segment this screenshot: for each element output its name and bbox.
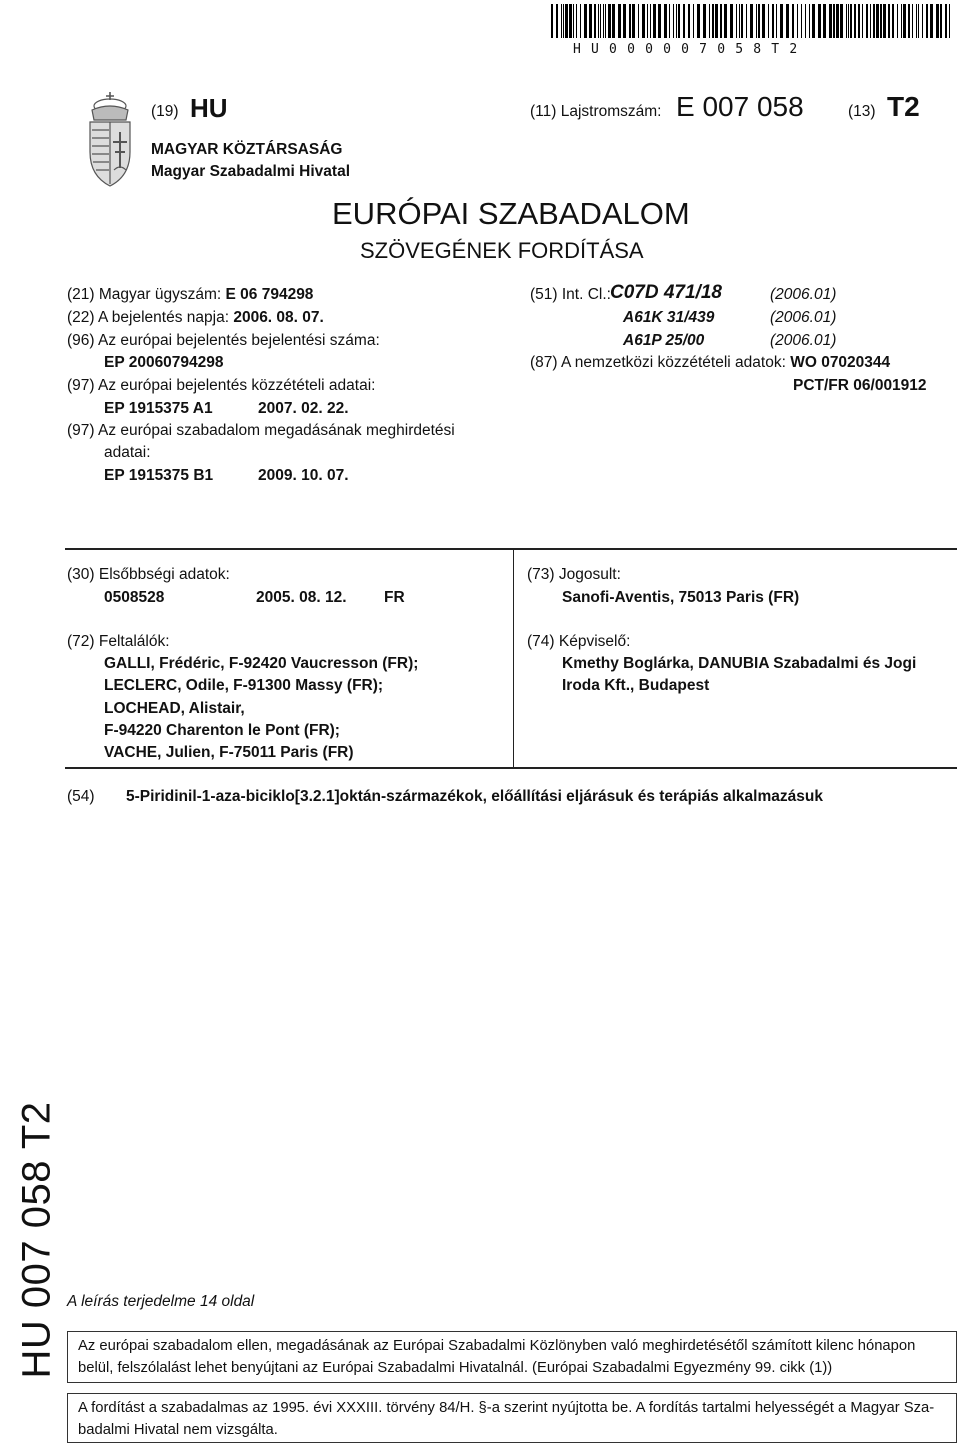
barcode-bar [918, 4, 919, 38]
office-name: Magyar Szabadalmi Hivatal [151, 163, 350, 180]
barcode-bar [756, 4, 757, 38]
field-97b-doc: EP 1915375 B1 [104, 467, 214, 484]
barcode-bar [848, 4, 849, 38]
barcode-bar [780, 4, 783, 38]
ipc-3-version: (2006.01) [770, 332, 837, 349]
barcode-bar [823, 4, 826, 38]
barcode-bar [858, 4, 860, 38]
field-97a-date: 2007. 02. 22. [258, 400, 349, 417]
ipc-3: A61P 25/00 [623, 332, 705, 349]
barcode-bar [940, 4, 942, 38]
barcode-bar [916, 4, 917, 38]
barcode-bar [873, 4, 875, 38]
barcode-bar [712, 4, 714, 38]
barcode-bar [561, 4, 562, 38]
barcode-bar [739, 4, 740, 38]
barcode-bar [600, 4, 601, 38]
inventors-label: (72) Feltalálók: [67, 633, 170, 650]
representative-label: (74) Képviselő: [527, 633, 631, 650]
inventor-line: LECLERC, Odile, F-91300 Massy (FR); [104, 677, 384, 694]
representative-line1: Kmethy Boglárka, DANUBIA Szabadalmi és Jogi [562, 655, 917, 672]
proprietor-label: (73) Jogosult: [527, 566, 621, 583]
barcode-bar [556, 4, 558, 38]
coat-of-arms-icon [80, 90, 140, 190]
barcode-bar [669, 4, 670, 38]
barcode-bar [638, 4, 639, 38]
barcode-bar [650, 4, 651, 38]
field-97a-label: (97) Az európai bejelentés közzétételi adatai: [67, 377, 376, 394]
barcode-bar [772, 4, 774, 38]
barcode-bar [870, 4, 871, 38]
barcode-bar [812, 4, 815, 38]
barcode-text: HU000007058T2 [573, 42, 808, 57]
barcode-bar [897, 4, 898, 38]
opposition-notice-line1: Az európai szabadalom ellen, megadásának az Európai Szabadalmi Közlönyben való meghirdetésétől számított kilenc hónapon [78, 1338, 916, 1354]
barcode-bar [892, 4, 894, 38]
barcode-bar [594, 4, 596, 38]
barcode-bar [623, 4, 626, 38]
barcode-bar [551, 4, 553, 38]
org-name: MAGYAR KÖZTÁRSASÁG [151, 141, 343, 158]
column-divider [513, 548, 514, 769]
barcode-bar [762, 4, 765, 38]
field-97a-doc: EP 1915375 A1 [104, 400, 213, 417]
barcode-bar [750, 4, 753, 38]
field-96-value: EP 20060794298 [104, 354, 224, 371]
barcode-bar [697, 4, 700, 38]
opposition-notice-line2: belül, felszólalást lehet benyújtani az Európai Szabadalmi Hivatalnál. (Európai Szabadalmi Egyezmény 99. cikk (1)) [78, 1360, 833, 1376]
barcode-bar [598, 4, 599, 38]
barcode-bar [797, 4, 798, 38]
barcode-bar [584, 4, 587, 38]
page-count: A leírás terjedelme 14 oldal [67, 1293, 255, 1310]
barcode-bar [768, 4, 769, 38]
barcode-bar [741, 4, 743, 38]
section-divider-bottom [65, 767, 957, 769]
ipc-main: C07D 471/18 [610, 282, 722, 303]
barcode-bar [908, 4, 910, 38]
side-publication-number: HU 007 058 T2 [14, 1101, 59, 1379]
field-97b-label-cont: adatai: [104, 444, 151, 461]
inventor-line: LOCHEAD, Alistair, [104, 700, 245, 717]
barcode-bar [658, 4, 661, 38]
barcode-bar [715, 4, 718, 38]
barcode-bar [792, 4, 794, 38]
barcode-bar [629, 4, 631, 38]
barcode-bar [888, 4, 890, 38]
field-22: (22) A bejelentés napja: 2006. 08. 07. [67, 309, 324, 326]
barcode-bar [846, 4, 847, 38]
inventor-line: F-94220 Charenton le Pont (FR); [104, 722, 340, 739]
kind-code-label: (13) [848, 103, 876, 120]
barcode-bar [901, 4, 902, 38]
barcode-bar [703, 4, 706, 38]
barcode-bar [612, 4, 615, 38]
barcode-bar [945, 4, 947, 38]
barcode-bar [724, 4, 727, 38]
ipc-2-version: (2006.01) [770, 309, 837, 326]
barcode-bar [876, 4, 879, 38]
barcode-bar [836, 4, 839, 38]
barcode-bar [589, 4, 592, 38]
barcode-bar [563, 4, 564, 38]
ipc-2: A61K 31/439 [623, 309, 715, 326]
barcode-bar [688, 4, 690, 38]
priority-country: FR [384, 589, 405, 606]
barcode-bar [862, 4, 863, 38]
section-divider [65, 548, 957, 550]
barcode-bar [866, 4, 868, 38]
barcode-bar [912, 4, 913, 38]
barcode-bar [880, 4, 882, 38]
translation-notice [67, 1393, 957, 1443]
barcode-bar [647, 4, 648, 38]
field-96-label: (96) Az európai bejelentés bejelentési száma: [67, 332, 380, 349]
barcode-bar [758, 4, 760, 38]
barcode-bar [786, 4, 789, 38]
priority-date: 2005. 08. 12. [256, 589, 347, 606]
barcode-bar [883, 4, 886, 38]
opposition-notice [67, 1331, 957, 1383]
field-21: (21) Magyar ügyszám: E 06 794298 [67, 286, 314, 303]
translation-notice-line2: badalmi Hivatal nem vizsgálta. [78, 1422, 278, 1438]
barcode-bar [605, 4, 606, 38]
country-code: HU [190, 93, 228, 123]
barcode-bar [818, 4, 821, 38]
barcode-bar [678, 4, 680, 38]
registration-number: E 007 058 [676, 91, 804, 122]
barcode-bar [922, 4, 923, 38]
barcode-bar [683, 4, 685, 38]
barcode-bar [693, 4, 694, 38]
country-code-label: (19) [151, 103, 179, 120]
inventor-line: GALLI, Frédéric, F-92420 Vaucresson (FR); [104, 655, 419, 672]
field-87-pct: PCT/FR 06/001912 [793, 377, 927, 394]
barcode-bar [840, 4, 843, 38]
barcode-bar [829, 4, 832, 38]
barcode-bar [720, 4, 722, 38]
inventor-line: VACHE, Julien, F-75011 Paris (FR) [104, 744, 354, 761]
barcode-bar [930, 4, 933, 38]
field-87: (87) A nemzetközi közzétételi adatok: WO 07020344 [530, 354, 891, 371]
barcode-bar [618, 4, 621, 38]
barcode-bar [833, 4, 835, 38]
barcode-bar [736, 4, 737, 38]
title-label: (54) [67, 788, 95, 805]
barcode-bar [746, 4, 747, 38]
document-subtitle: SZÖVEGÉNEK FORDÍTÁSA [360, 238, 644, 263]
barcode-bar [730, 4, 733, 38]
barcode-bar [809, 4, 810, 38]
barcode-bar [850, 4, 852, 38]
priority-number: 0508528 [104, 589, 165, 606]
barcode-bar [576, 4, 577, 38]
barcode-bar [608, 4, 611, 38]
field-51-label: (51) Int. Cl.: [530, 286, 611, 303]
field-97b-label: (97) Az európai szabadalom megadásának meghirdetési [67, 422, 455, 439]
barcode-bar [632, 4, 635, 38]
barcode-bar [565, 4, 568, 38]
barcode-bar [580, 4, 581, 38]
kind-code: T2 [887, 91, 920, 122]
barcode-bar [776, 4, 777, 38]
document-title: EURÓPAI SZABADALOM [332, 196, 690, 231]
barcode-bar [805, 4, 806, 38]
barcode-bar [573, 4, 574, 38]
proprietor-value: Sanofi-Aventis, 75013 Paris (FR) [562, 589, 800, 606]
barcode-bar [936, 4, 939, 38]
barcode-bar [903, 4, 906, 38]
barcode [551, 4, 953, 38]
translation-notice-line1: A fordítást a szabadalmas az 1995. évi XXXIII. törvény 84/H. §-a szerint nyújtotta be. A fordítás tartalmi helyességét a Magyar Sza- [78, 1400, 935, 1416]
representative-line2: Iroda Kft., Budapest [562, 677, 710, 694]
barcode-bar [949, 4, 950, 38]
ipc-main-version: (2006.01) [770, 286, 837, 303]
barcode-bar [653, 4, 656, 38]
barcode-bar [709, 4, 710, 38]
barcode-bar [569, 4, 572, 38]
invention-title: 5-Piridinil-1-aza-biciklo[3.2.1]oktán-származékok, előállítási eljárásuk és terápiás alkalmazásuk [126, 788, 823, 805]
barcode-bar [676, 4, 677, 38]
registration-label: (11) Lajstromszám: [530, 103, 662, 120]
priority-label: (30) Elsőbbségi adatok: [67, 566, 230, 583]
barcode-bar [854, 4, 856, 38]
barcode-bar [926, 4, 928, 38]
field-97b-date: 2009. 10. 07. [258, 467, 349, 484]
barcode-bar [603, 4, 604, 38]
barcode-bar [642, 4, 645, 38]
barcode-bar [664, 4, 667, 38]
barcode-bar [801, 4, 802, 38]
barcode-bar [673, 4, 674, 38]
